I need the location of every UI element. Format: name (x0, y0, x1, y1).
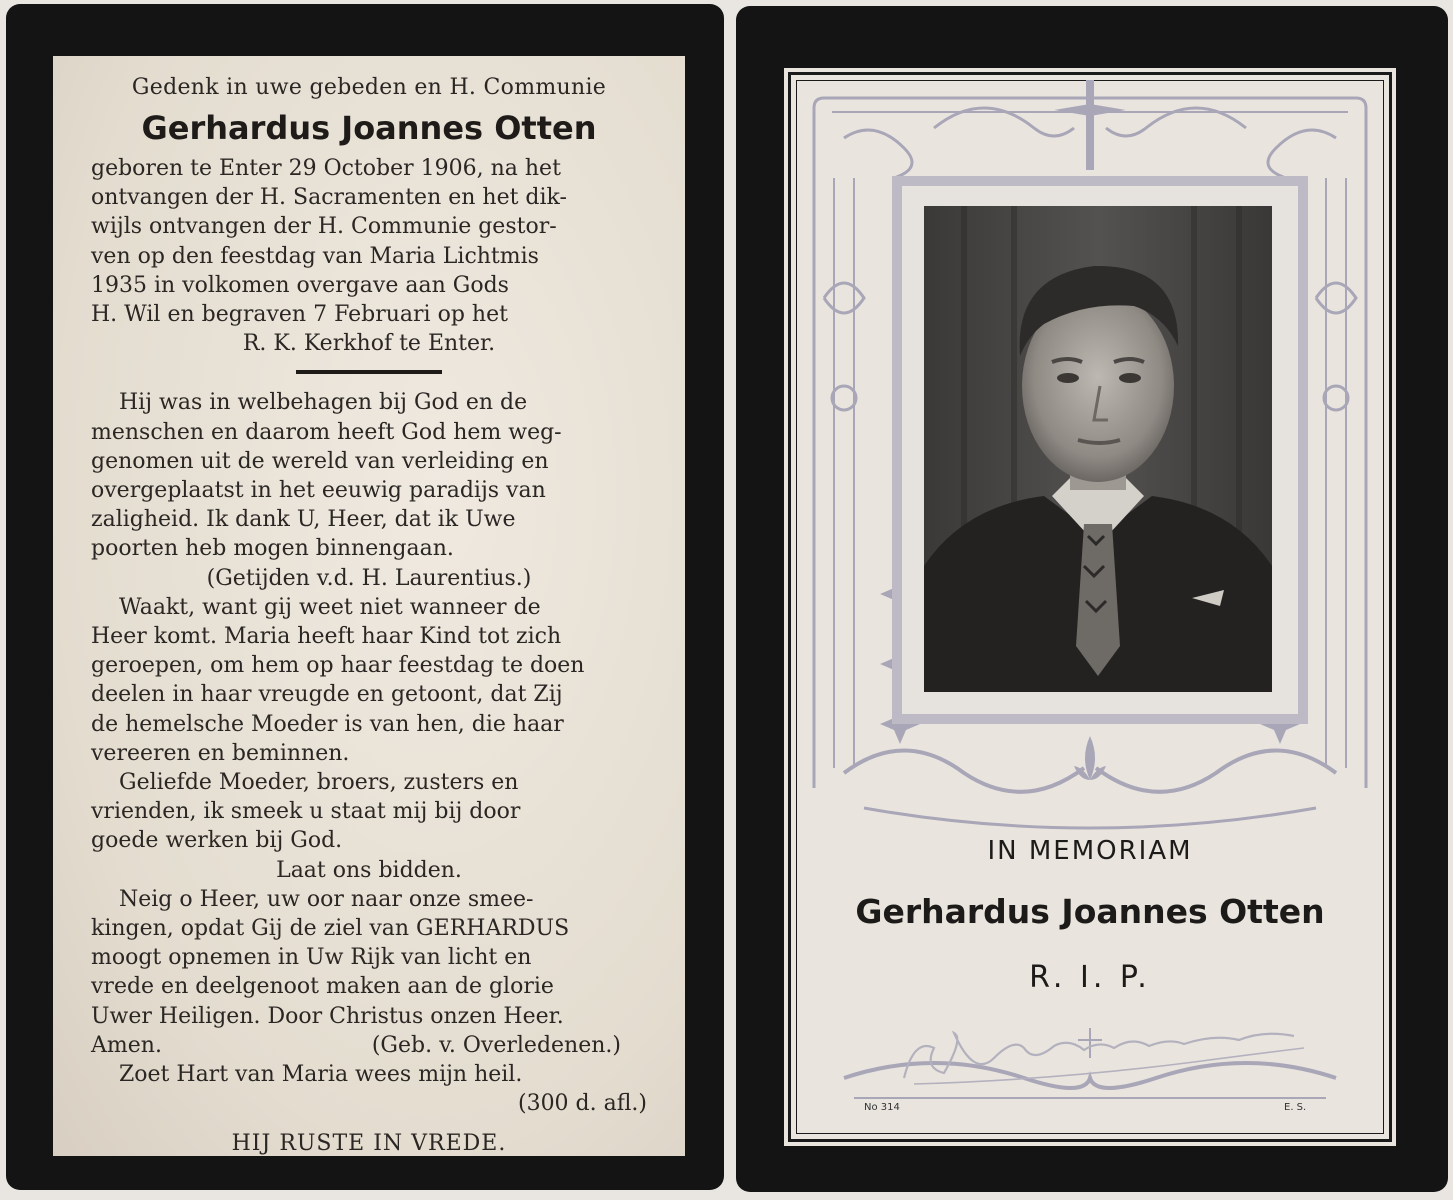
prayer-title: Laat ons bidden. (276, 857, 462, 883)
print-number: No 314 (864, 1102, 900, 1113)
paragraph-line: Heer komt. Maria heeft haar Kind tot zich (91, 624, 562, 650)
paragraph-line: poorten heb mogen binnengaan. (91, 536, 454, 562)
closing-line: HIJ RUSTE IN VREDE. (231, 1130, 507, 1156)
amen-line (91, 1031, 647, 1060)
paragraph-line: kingen, opdat Gij de ziel van GERHARDUS (91, 916, 570, 942)
portrait-image (924, 206, 1272, 692)
bio-line-last: R. K. Kerkhof te Enter. (242, 331, 496, 357)
deceased-name: Gerhardus Joannes Otten (855, 892, 1325, 931)
memorial-card-back (6, 4, 724, 1190)
paragraph-line: menschen en daarom heeft God hem weg- (91, 419, 562, 445)
source-citation: (Getijden v.d. H. Laurentius.) (206, 565, 532, 591)
bio-line: wijls ontvangen der H. Communie gestor- (91, 214, 557, 240)
bio-line: 1935 in volkomen overgave aan Gods (91, 272, 509, 298)
card-front-paper (784, 68, 1396, 1146)
paragraph-line: de hemelsche Moeder is van hen, die haar (91, 711, 564, 737)
paragraph-line: Waakt, want gij weet niet wanneer de (119, 594, 541, 620)
printer-mark: E. S. (1284, 1102, 1307, 1113)
deceased-name: Gerhardus Joannes Otten (141, 109, 597, 147)
paragraph-line: Uwer Heiligen. Door Christus onzen Heer. (91, 1003, 564, 1029)
paragraph-line: overgeplaatst in het eeuwig paradijs van (91, 478, 546, 504)
bio-line: ven op den feestdag van Maria Lichtmis (91, 243, 539, 269)
amen-text: Amen. (91, 1032, 162, 1058)
source-citation: (Geb. v. Overledenen.) (371, 1032, 621, 1058)
portrait-photo (924, 206, 1272, 692)
paragraph-line: goede werken bij God. (91, 828, 343, 854)
paragraph-line: vereeren en beminnen. (91, 740, 350, 766)
paragraph-line: genomen uit de wereld van verleiding en (91, 448, 549, 474)
paragraph-line: Zoet Hart van Maria wees mijn heil. (119, 1062, 523, 1088)
card-back-text (91, 74, 647, 1158)
bio-line: H. Wil en begraven 7 Februari op het (91, 302, 508, 328)
paragraph-line: Neig o Heer, uw oor naar onze smee- (119, 886, 534, 912)
paragraph-line: moogt opnemen in Uw Rijk van licht en (91, 945, 532, 971)
indulgence-note: (300 d. afl.) (517, 1091, 647, 1117)
paragraph-line: zaligheid. Ik dank U, Heer, dat ik Uwe (91, 507, 516, 533)
bio-line: geboren te Enter 29 October 1906, na het (91, 156, 561, 181)
header-text: Gedenk in uwe gebeden en H. Communie (131, 75, 607, 100)
paragraph-line: deelen in haar vreugde en getoont, dat Zij (91, 682, 563, 708)
divider-rule (296, 370, 442, 374)
paragraph-line: vrienden, ik smeek u staat mij bij door (91, 799, 521, 825)
paragraph-line: Hij was in welbehagen bij God en de (119, 390, 528, 416)
handwritten-signature (894, 1018, 1314, 1088)
paragraph-line: Geliefde Moeder, broers, zusters en (119, 770, 519, 796)
paragraph-line: vrede en deelgenoot maken aan de glorie (91, 974, 554, 1000)
in-memoriam-title: IN MEMORIAM (987, 836, 1193, 866)
memorial-card-front (736, 6, 1448, 1192)
paragraph-line: geroepen, om hem op haar feestdag te doen (91, 653, 585, 679)
bio-line: ontvangen der H. Sacramenten en het dik- (91, 185, 567, 211)
card-back-paper (53, 56, 685, 1156)
rip-text: R. I. P. (1029, 960, 1151, 995)
